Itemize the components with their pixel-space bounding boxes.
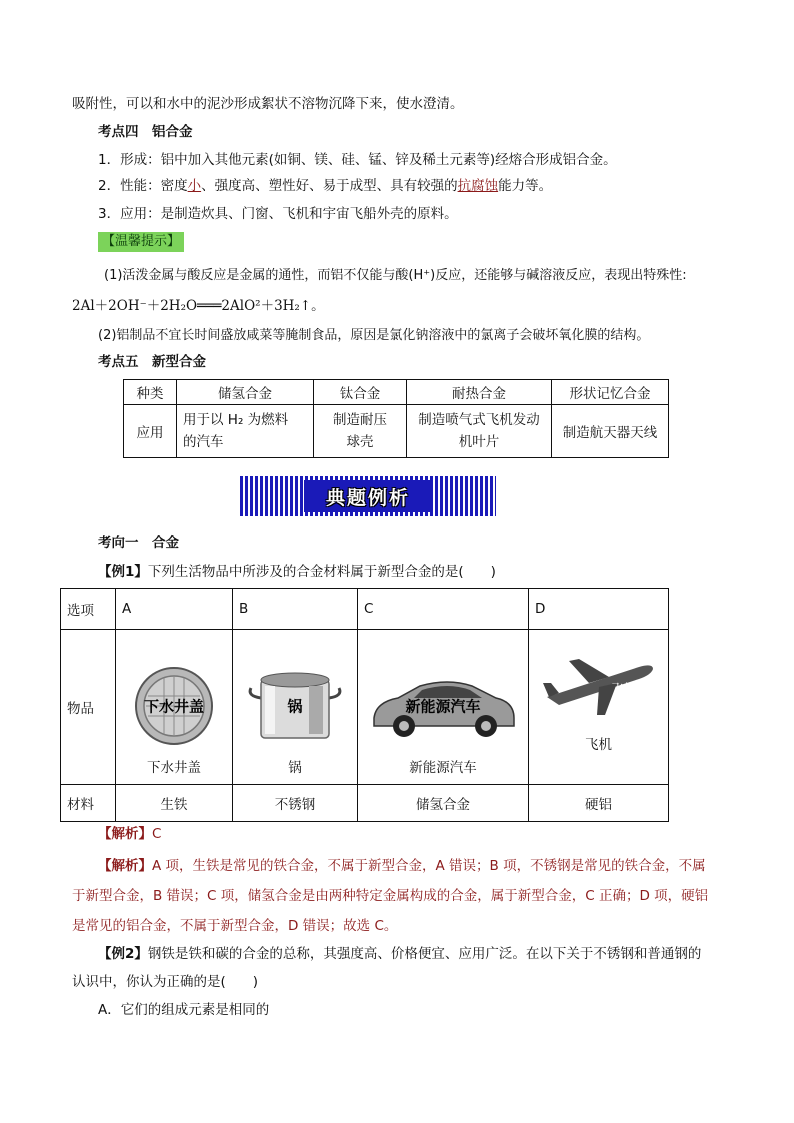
question-1: 【例1】下列生活物品中所涉及的合金材料属于新型合金的是( ) bbox=[98, 564, 496, 580]
text-line: (1)活泼金属与酸反应是金属的通性，而铝不仅能与酸(H⁺)反应，还能够与碱溶液反应，表现出特殊性: bbox=[104, 268, 687, 283]
text-line: 吸附性，可以和水中的泥沙形成絮状不溶物沉降下来，使水澄清。 bbox=[72, 96, 464, 112]
table-header: C bbox=[358, 589, 529, 630]
airplane-icon bbox=[539, 653, 659, 723]
text-line: 认识中，你认为正确的是( ) bbox=[72, 974, 259, 990]
heading-kaodian4: 考点四 铝合金 bbox=[98, 124, 193, 140]
heading-kaodian5: 考点五 新型合金 bbox=[98, 354, 206, 370]
answer-line: 【解析】C bbox=[98, 826, 162, 842]
table-cell bbox=[116, 630, 233, 785]
text-line: 3．应用：是制造炊具、门窗、飞机和宇宙飞船外壳的原料。 bbox=[98, 206, 458, 222]
manhole-cover-icon bbox=[134, 666, 214, 746]
table-header: 选项 bbox=[61, 589, 116, 630]
text-line: (2)铝制品不宜长时间盛放咸菜等腌制食品，原因是氯化钠溶液中的氯离子会破坏氧化膜的结构。 bbox=[98, 328, 650, 343]
image-overlay-label: 新能源汽车 bbox=[405, 697, 481, 716]
table-cell: 不锈钢 bbox=[233, 785, 358, 822]
table-header: D bbox=[529, 589, 669, 630]
table-cell bbox=[358, 630, 529, 785]
table-cell: 制造耐压球壳 bbox=[314, 405, 407, 458]
equation: 2Al＋2OH⁻＋2H₂O═══2AlO²＋3H₂↑。 bbox=[72, 298, 325, 314]
table-header: 耐热合金 bbox=[407, 380, 552, 405]
pot-icon bbox=[245, 666, 345, 746]
item-caption: 新能源汽车 bbox=[409, 760, 477, 776]
item-caption: 下水井盖 bbox=[147, 760, 201, 776]
text-line: 2．性能：密度小、强度高、塑性好、易于成型、具有较强的抗腐蚀能力等。 bbox=[98, 178, 553, 194]
item-caption: 飞机 bbox=[585, 737, 612, 753]
explanation-line: 是常见的铝合金，不属于新型合金，D 错误；故选 C。 bbox=[72, 918, 398, 934]
explanation-line: 于新型合金，B 错误；C 项，储氢合金是由两种特定金属构成的合金，属于新型合金，C 正确；D 项，硬铝 bbox=[72, 888, 709, 904]
table-cell: 生铁 bbox=[116, 785, 233, 822]
image-overlay-label: 飞机 bbox=[611, 681, 636, 696]
item-caption: 锅 bbox=[288, 760, 302, 776]
table-header: B bbox=[233, 589, 358, 630]
table-header: A bbox=[116, 589, 233, 630]
table-header: 形状记忆合金 bbox=[552, 380, 669, 405]
table-cell: 物品 bbox=[61, 630, 116, 785]
option-a: A．它们的组成元素是相同的 bbox=[98, 1002, 270, 1018]
table-cell: 制造航天器天线 bbox=[552, 405, 669, 458]
heading-section: 考向一 合金 bbox=[98, 535, 179, 551]
car-icon bbox=[368, 666, 518, 746]
section-banner bbox=[240, 476, 496, 516]
table-cell bbox=[529, 630, 669, 785]
table-cell: 材料 bbox=[61, 785, 116, 822]
explanation-line: 【解析】A 项，生铁是常见的铁合金，不属于新型合金，A 错误；B 项，不锈钢是常见的铁合金，不属 bbox=[98, 858, 706, 874]
table-header: 种类 bbox=[124, 380, 177, 405]
table-cell bbox=[233, 630, 358, 785]
table-cell: 应用 bbox=[124, 405, 177, 458]
tip-badge: 【温馨提示】 bbox=[98, 232, 184, 252]
table-cell: 用于以 H₂ 为燃料的汽车 bbox=[177, 405, 314, 458]
alloy-table bbox=[123, 379, 669, 458]
table-header: 储氢合金 bbox=[177, 380, 314, 405]
image-overlay-label: 下水井盖 bbox=[143, 697, 204, 716]
table-cell: 制造喷气式飞机发动机叶片 bbox=[407, 405, 552, 458]
table-header: 钛合金 bbox=[314, 380, 407, 405]
table-cell: 储氢合金 bbox=[358, 785, 529, 822]
image-overlay-label: 锅 bbox=[287, 697, 303, 716]
banner-title: 典题例析 bbox=[325, 486, 410, 509]
text-line: 1．形成：铝中加入其他元素(如铜、镁、硅、锰、锌及稀土元素等)经熔合形成铝合金。 bbox=[98, 152, 617, 168]
question-2: 【例2】钢铁是铁和碳的合金的总称，其强度高、价格便宜、应用广泛。在以下关于不锈钢和普通钢的 bbox=[98, 946, 702, 962]
table-cell: 硬铝 bbox=[529, 785, 669, 822]
example-table bbox=[60, 588, 669, 822]
